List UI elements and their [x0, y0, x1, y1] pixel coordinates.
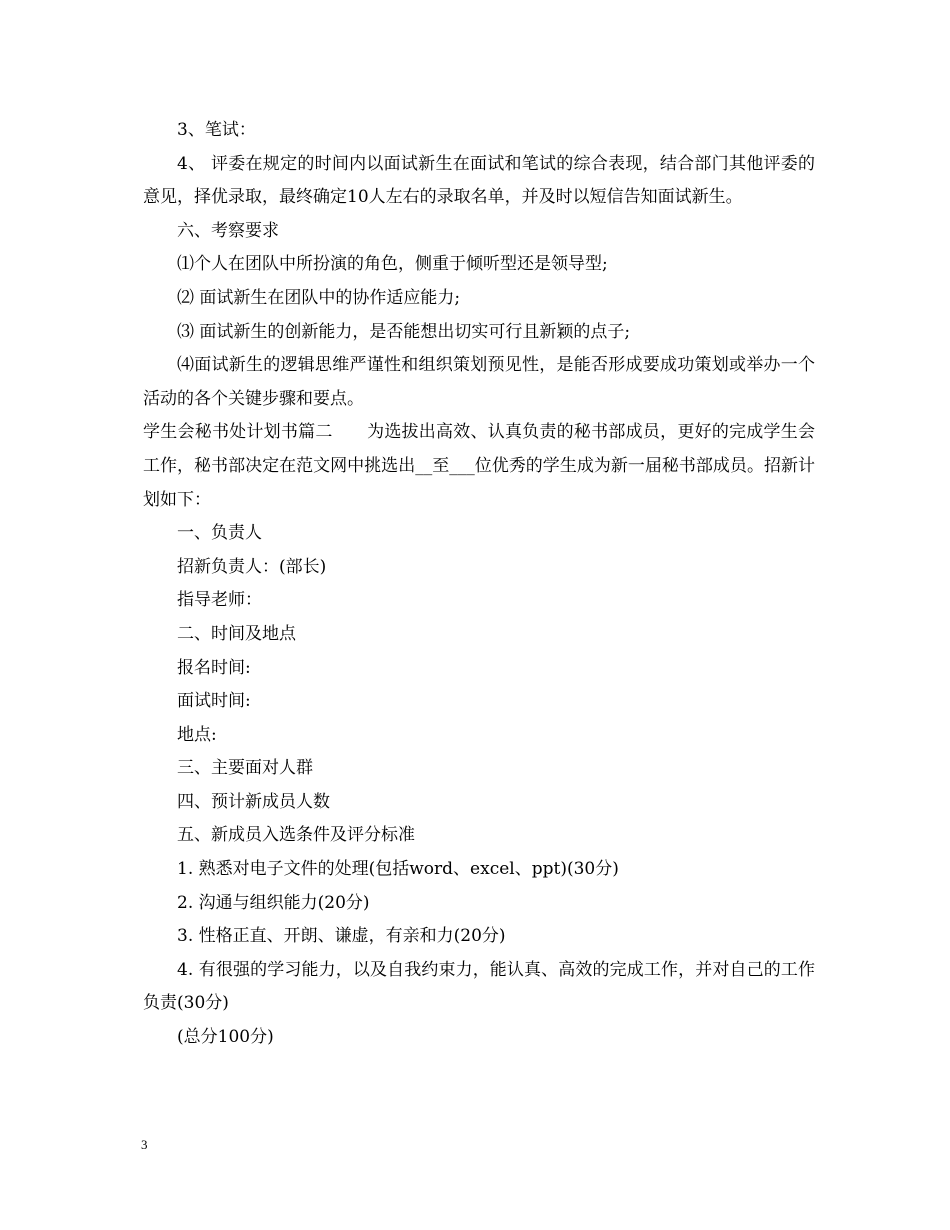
- paragraph: ⑶ 面试新生的创新能力，是否能想出切实可行且新颖的点子;: [177, 321, 631, 342]
- paragraph: 指导老师：: [177, 590, 262, 611]
- paragraph: 二、时间及地点: [177, 623, 296, 644]
- paragraph: 3、笔试：: [177, 120, 256, 140]
- paragraph: 报名时间:: [177, 657, 251, 678]
- paragraph: 六、考察要求: [177, 220, 279, 241]
- paragraph: ⑷面试新生的逻辑思维严谨性和组织策划预见性，是能否形成要成功策划或举办一个活动的各个关键步骤和要点。: [143, 355, 815, 409]
- paragraph: 1. 熟悉对电子文件的处理(包括word、excel、ppt)(30分): [177, 859, 619, 880]
- paragraph: 4. 有很强的学习能力，以及自我约束力，能认真、高效的完成工作，并对自己的工作负责(30分): [143, 959, 815, 1014]
- paragraph: 三、主要面对人群: [177, 758, 313, 779]
- paragraph: 地点:: [177, 724, 217, 745]
- paragraph: ⑴个人在团队中所扮演的角色，侧重于倾听型还是领导型;: [177, 254, 608, 275]
- paragraph: 五、新成员入选条件及评分标准: [177, 825, 415, 846]
- paragraph: ⑵ 面试新生在团队中的协作适应能力;: [177, 287, 461, 308]
- paragraph: 面试时间:: [177, 691, 251, 712]
- paragraph: 3. 性格正直、开朗、谦虚，有亲和力(20分): [177, 926, 506, 947]
- paragraph: 一、负责人: [177, 523, 262, 544]
- paragraph: 招新负责人：(部长): [177, 556, 327, 577]
- paragraph: 4、 评委在规定的时间内以面试新生在面试和笔试的综合表现，结合部门其他评委的意见，择优录取，最终确定10人左右的录取名单，并及时以短信告知面试新生。: [143, 153, 815, 208]
- paragraph: 学生会秘书处计划书篇二 为选拔出高效、认真负责的秘书部成员，更好的完成学生会工作，秘书部决定在范文网中挑选出__至___位优秀的学生成为新一届秘书部成员。招新计划如下：: [143, 422, 815, 510]
- page-number: 3: [141, 1137, 148, 1152]
- paragraph: (总分100分): [177, 1027, 274, 1048]
- document-body: [143, 114, 815, 1055]
- paragraph: 四、预计新成员人数: [177, 791, 330, 812]
- paragraph: 2. 沟通与组织能力(20分): [177, 892, 370, 913]
